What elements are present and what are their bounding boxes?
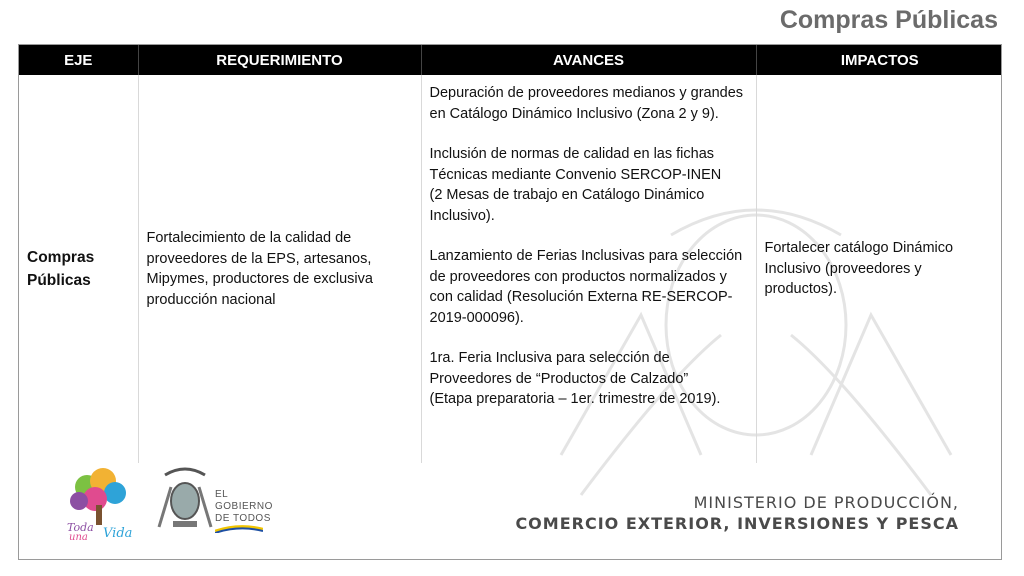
table-row [19,75,1002,463]
cell-eje: Compras Públicas [19,75,138,463]
toda-una-vida-tree-logo [59,461,139,541]
cell-avances [421,75,756,463]
ministerio-line-2: COMERCIO EXTERIOR, INVERSIONES Y PESCA [515,514,959,533]
svg-text:Vida: Vida [103,526,133,541]
main-table [19,45,1002,463]
column-header-requerimiento: REQUERIMIENTO [138,45,421,75]
avance-item: Depuración de proveedores medianos y grandes en Catálogo Dinámico Inclusivo (Zona 2 y 9). [429,85,744,122]
cell-requerimiento: Fortalecimiento de la calidad de proveedores de la EPS, artesanos, Mipymes, productores de exclusiva producción nacional [138,75,421,463]
ministerio-logo-text [515,493,959,533]
svg-text:una: una [69,532,88,541]
ministerio-line-1: MINISTERIO DE PRODUCCIÓN, [693,493,959,512]
avance-item: Inclusión de normas de calidad en las fichas Técnicas mediante Convenio SERCOP-INEN (2 Mesas de trabajo en Catálogo Dinámico Inclusivo). [429,146,722,224]
column-header-eje: EJE [19,45,138,75]
avance-item: Lanzamiento de Ferias Inclusivas para selección de proveedores con productos normalizados y con calidad (Resolución Externa RE-SERCOP-2019-000096). [429,248,743,326]
svg-text:Toda: Toda [67,521,94,534]
avance-item: 1ra. Feria Inclusiva para selección de Proveedores de “Productos de Calzado” (Etapa preparatoria – 1er. trimestre de 2019). [429,350,721,407]
page-title: Compras Públicas [779,6,998,34]
coat-of-arms-logo [155,467,215,533]
gobierno-de-todos-logo: EL GOBIERNO DE TODOS [215,489,273,537]
cell-impactos: Fortalecer catálogo Dinámico Inclusivo (proveedores y productos). [764,240,954,298]
flag-stripes-icon [215,525,263,533]
column-header-avances: AVANCES [421,45,756,75]
content-frame [18,44,1002,560]
table-header-row [19,45,1002,75]
column-header-impactos: IMPACTOS [756,45,1002,75]
